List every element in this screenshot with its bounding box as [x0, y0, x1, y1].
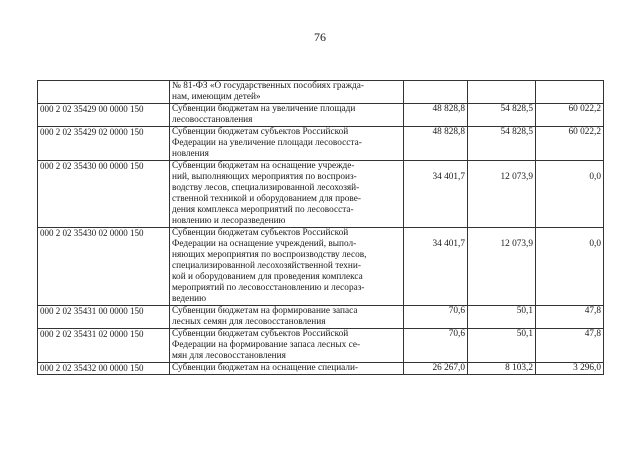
- table-row: [38, 81, 604, 104]
- table-row: [38, 161, 604, 228]
- page-number: 76: [314, 30, 326, 44]
- description-cell: [170, 161, 404, 228]
- amount-year-1-cell: 48 828,8: [404, 104, 468, 127]
- amount-year-2-cell: 54 828,5: [468, 104, 536, 127]
- description-line: Федерации на формирование запаса лесных се-: [172, 340, 361, 350]
- amount-year-3-cell: 0,0: [536, 161, 604, 228]
- amount-year-1-cell: 34 401,7: [404, 161, 468, 228]
- description-cell: [170, 81, 404, 104]
- description-line: Субвенции бюджетам на увеличение площади: [172, 104, 356, 114]
- amount-year-1-cell: 70,6: [404, 329, 468, 363]
- amount-year-1-cell: 34 401,7: [404, 228, 468, 306]
- budget-code-cell: 000 2 02 35431 00 0000 150: [38, 306, 170, 329]
- description-line: Субвенции бюджетам на оснащение специали-: [172, 363, 359, 373]
- amount-year-3-cell: 3 296,0: [536, 363, 604, 375]
- description-line: Федерации на оснащение учреждений, выпол-: [172, 239, 357, 249]
- description-line: лесных семян для лесовосстановления: [172, 317, 326, 327]
- table-row: [38, 228, 604, 306]
- amount-year-3-cell: 60 022,2: [536, 127, 604, 161]
- description-line: новления: [172, 149, 209, 159]
- description-line: новлению и лесоразведению: [172, 216, 286, 226]
- amount-year-1-cell: 48 828,8: [404, 127, 468, 161]
- amount-year-1-cell: [404, 81, 468, 104]
- amount-year-2-cell: 12 073,9: [468, 228, 536, 306]
- description-line: Субвенции бюджетам на оснащение учрежде-: [172, 161, 355, 171]
- description-line: Субвенции бюджетам субъектов Российской: [172, 127, 349, 137]
- table-row: [38, 306, 604, 329]
- amount-year-2-cell: 8 103,2: [468, 363, 536, 375]
- description-line: кой и оборудованием для проведения комплекса: [172, 272, 363, 282]
- description-cell: [170, 228, 404, 306]
- description-line: дения комплекса мероприятий по лесовосста-: [172, 205, 354, 215]
- budget-code-cell: 000 2 02 35430 00 0000 150: [38, 161, 170, 228]
- amount-year-2-cell: 50,1: [468, 329, 536, 363]
- amount-year-3-cell: 47,8: [536, 306, 604, 329]
- amount-year-1-cell: 70,6: [404, 306, 468, 329]
- description-line: Субвенции бюджетам субъектов Российской: [172, 228, 349, 238]
- description-cell: [170, 127, 404, 161]
- description-line: Субвенции бюджетам субъектов Российской: [172, 329, 349, 339]
- amount-year-1-cell: 26 267,0: [404, 363, 468, 375]
- description-cell: [170, 104, 404, 127]
- amount-year-3-cell: 47,8: [536, 329, 604, 363]
- amount-year-2-cell: 12 073,9: [468, 161, 536, 228]
- description-line: ведению: [172, 294, 207, 304]
- description-line: № 81-ФЗ «О государственных пособиях гражда-: [172, 81, 365, 91]
- amount-year-3-cell: 60 022,2: [536, 104, 604, 127]
- description-line: лесовосстановления: [172, 115, 253, 125]
- budget-code-cell: [38, 81, 170, 104]
- description-line: мероприятий по лесовосстановлению и лесораз-: [172, 283, 365, 293]
- description-cell: [170, 329, 404, 363]
- description-line: няющих мероприятия по воспроизводству лесов,: [172, 250, 367, 260]
- budget-code-cell: 000 2 02 35429 00 0000 150: [38, 104, 170, 127]
- description-line: ственной техникой и оборудованием для прове-: [172, 194, 361, 204]
- description-cell: [170, 306, 404, 329]
- amount-year-3-cell: [536, 81, 604, 104]
- amount-year-2-cell: 50,1: [468, 306, 536, 329]
- description-line: мян для лесовосстановления: [172, 351, 286, 361]
- table-row: [38, 104, 604, 127]
- description-line: специализированной лесохозяйственной техни-: [172, 261, 361, 271]
- budget-code-cell: 000 2 02 35429 02 0000 150: [38, 127, 170, 161]
- amount-year-2-cell: 54 828,5: [468, 127, 536, 161]
- description-line: Субвенции бюджетам на формирование запаса: [172, 306, 358, 316]
- description-line: ний, выполняющих мероприятия по воспроиз-: [172, 172, 357, 182]
- table-row: [38, 127, 604, 161]
- description-line: Федерации на увеличение площади лесовосста-: [172, 138, 362, 148]
- budget-code-cell: 000 2 02 35431 02 0000 150: [38, 329, 170, 363]
- amount-year-3-cell: 0,0: [536, 228, 604, 306]
- budget-code-cell: 000 2 02 35432 00 0000 150: [38, 363, 170, 375]
- table-row: [38, 363, 604, 375]
- amount-year-2-cell: [468, 81, 536, 104]
- budget-code-cell: 000 2 02 35430 02 0000 150: [38, 228, 170, 306]
- table-row: [38, 329, 604, 363]
- description-cell: [170, 363, 404, 375]
- description-line: нам, имеющим детей»: [172, 92, 261, 102]
- description-line: водству лесов, специализированной лесохозяй-: [172, 183, 360, 193]
- budget-revenue-table: [37, 80, 604, 375]
